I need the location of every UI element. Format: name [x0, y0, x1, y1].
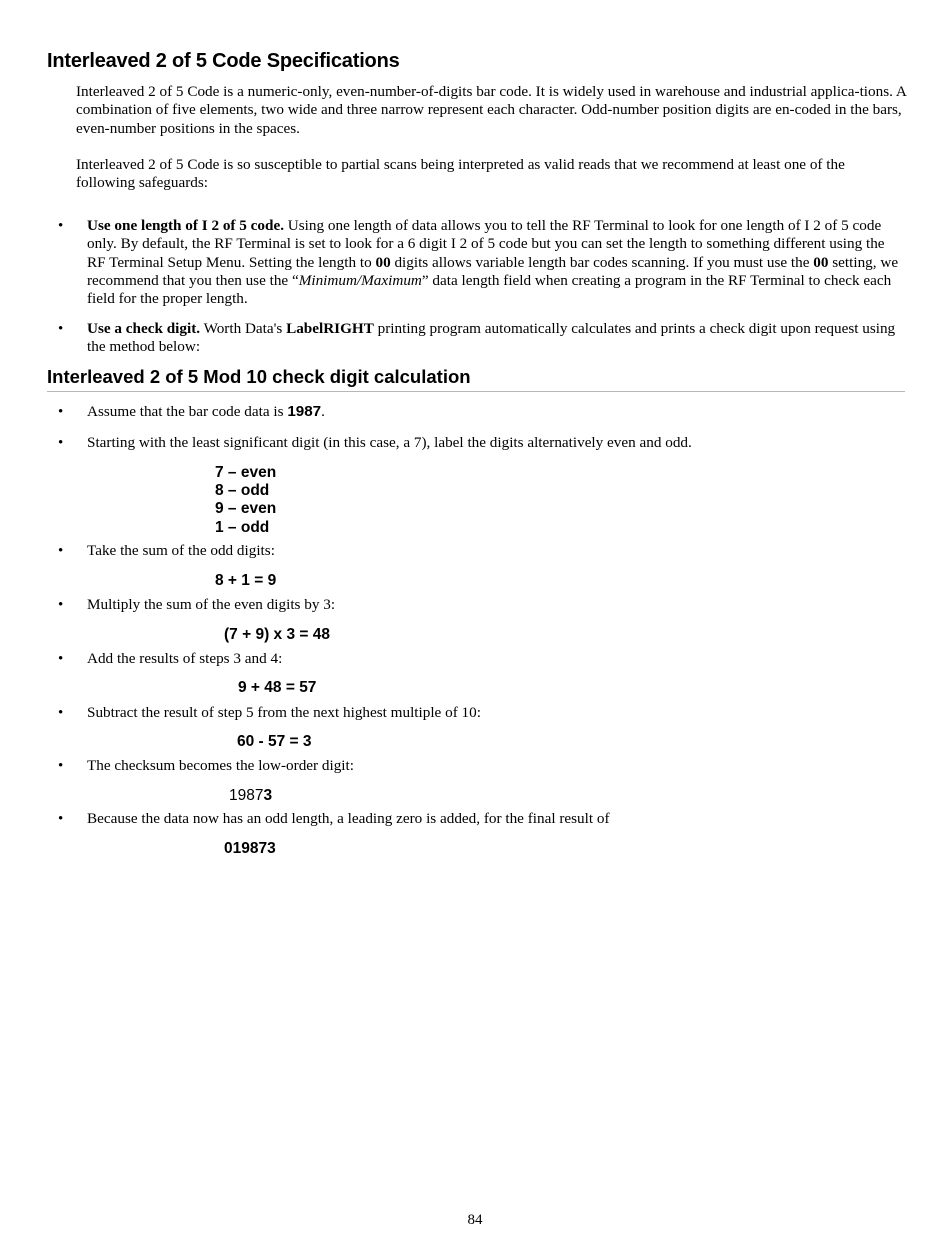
step-leading-zero: Because the data now has an odd length, a leading zero is added, for the final result of [87, 810, 610, 827]
sample-data-value: 1987 [287, 403, 322, 420]
step-sum-odd: Take the sum of the odd digits: [87, 542, 275, 559]
bullet: • [58, 321, 64, 337]
step-label-digits: Starting with the least significant digit (in this case, a 7), label the digits alternatively even and odd. [87, 434, 692, 451]
product-name: LabelRIGHT [286, 320, 374, 337]
checksum-result: 19873 [229, 787, 273, 804]
intro-paragraph-1: Interleaved 2 of 5 Code is a numeric-only, even-number-of-digits bar code. It is widely used in warehouse and industrial applica-tions. A combination of five elements, two wide and three narrow represent each character. Odd-number position digits are en-coded in the bars, even-number positions in the spaces. [76, 83, 906, 137]
bullet: • [58, 758, 64, 774]
intro-paragraph-2: Interleaved 2 of 5 Code is so susceptible to partial scans being interpreted as valid reads that we recommend at least one of the following safeguards: [76, 156, 845, 192]
step-checksum: The checksum becomes the low-order digit: [87, 757, 354, 774]
digit-label-9: 9 – even [215, 500, 277, 517]
bullet: • [58, 811, 64, 827]
formula-subtract: 60 - 57 = 3 [237, 733, 312, 750]
mod10-section-title: Interleaved 2 of 5 Mod 10 check digit calculation [47, 366, 905, 392]
safeguard-one-length: Use one length of I 2 of 5 code. Using one length of data allows you to tell the RF Terminal to look for one length of I 2 of 5 code only. By default, the RF Terminal is set to look for a 6 digit I 2 of 5 code but you can set the length to something different using the RF Terminal Setup Menu. Setting the length to 00 digits allows variable length bar codes scanning. If you must use the 00 setting, we recommend that you then use the “Minimum/Maximum” data length field when creating a program in the RF Terminal to check each field for the proper length. [87, 217, 899, 308]
section-title: Interleaved 2 of 5 Code Specifications [47, 50, 400, 72]
bullet: • [58, 404, 64, 420]
page-number: 84 [467, 1212, 483, 1228]
final-result: 019873 [224, 840, 276, 857]
safeguard-one-length-lead: Use one length of I 2 of 5 code. [87, 217, 284, 234]
bullet: • [58, 435, 64, 451]
safeguard-check-digit-lead: Use a check digit. [87, 320, 201, 337]
bullet: • [58, 597, 64, 613]
formula-multiply-even: (7 + 9) x 3 = 48 [224, 626, 330, 643]
step-multiply-even: Multiply the sum of the even digits by 3: [87, 596, 336, 613]
formula-sum-odd: 8 + 1 = 9 [215, 572, 277, 589]
formula-add-results: 9 + 48 = 57 [238, 679, 317, 696]
bullet: • [58, 651, 64, 667]
safeguard-check-digit: Use a check digit. Worth Data's LabelRIGHT printing program automatically calculates and prints a check digit upon request using the method below: [87, 320, 896, 356]
digit-label-7: 7 – even [215, 464, 277, 481]
step-subtract: Subtract the result of step 5 from the next highest multiple of 10: [87, 704, 481, 721]
checksum-digit: 3 [263, 787, 273, 804]
bullet: • [58, 543, 64, 559]
bullet: • [58, 705, 64, 721]
digit-label-1: 1 – odd [215, 519, 270, 536]
digit-label-8: 8 – odd [215, 482, 270, 499]
step-add-results: Add the results of steps 3 and 4: [87, 650, 283, 667]
bullet: • [58, 218, 64, 234]
step-assume-data: Assume that the bar code data is 1987. [87, 403, 325, 420]
